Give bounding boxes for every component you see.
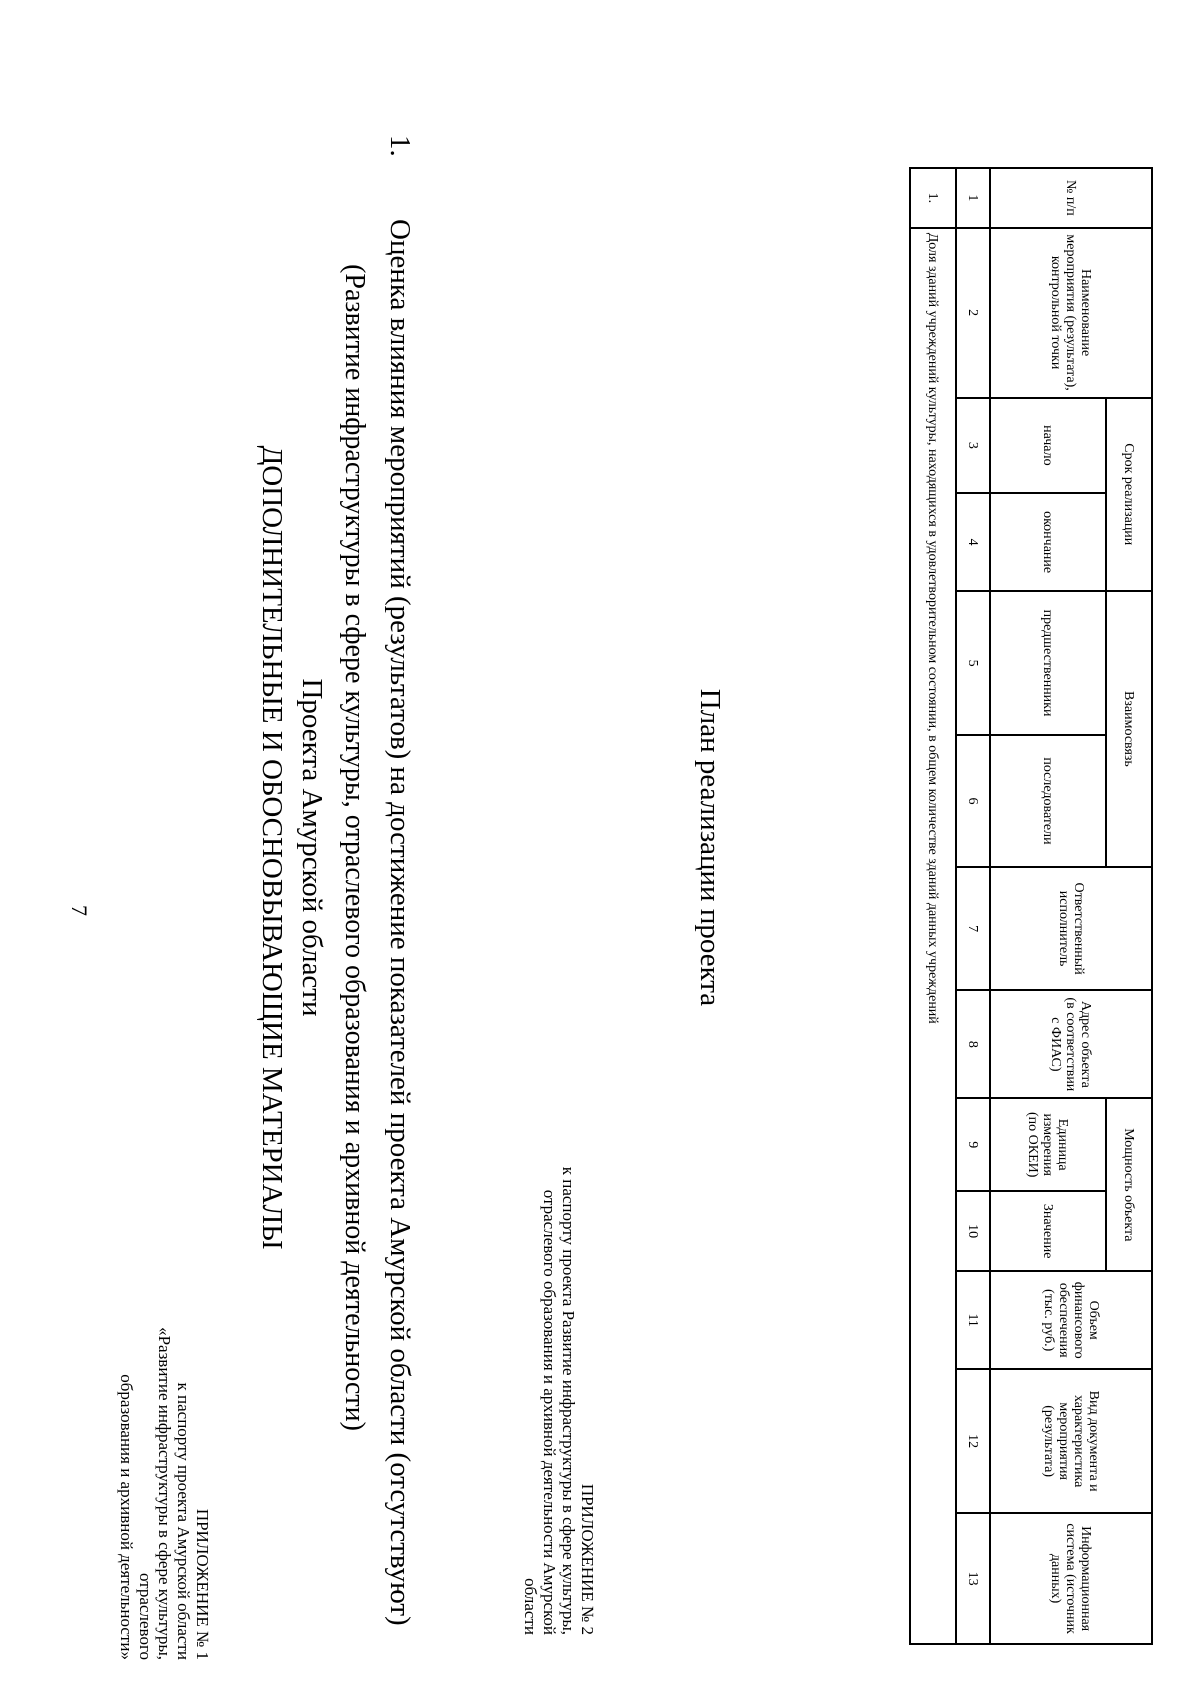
column-number: 7 — [956, 867, 990, 991]
section-number: 1. — [384, 135, 416, 157]
appendix-1-title: ПРИЛОЖЕНИЕ № 1 — [193, 1508, 212, 1660]
column-number: 4 — [956, 493, 990, 591]
row-text: Доля зданий учреждений культуры, находящихся в удовлетворительном состоянии, в общем количестве зданий данных учреждений — [910, 228, 956, 1644]
column-number: 10 — [956, 1191, 990, 1271]
header-link: Взаимосвязь — [1106, 591, 1152, 867]
header-link-next: последователи — [990, 735, 1106, 867]
header-term-end: окончание — [990, 493, 1106, 591]
header-capacity-value: Значение — [990, 1191, 1106, 1271]
appendix-1-line: образования и архивной деятельности» — [117, 1374, 136, 1660]
column-number: 9 — [956, 1098, 990, 1191]
row-number: 1. — [910, 168, 956, 228]
header-finance: Объем финансового обеспечения (тыс. руб.) — [990, 1271, 1152, 1369]
header-term: Срок реализации — [1106, 398, 1152, 592]
plan-title: План реализации проекта — [694, 688, 726, 1007]
appendix-2-line: к паспорту проекта Развитие инфраструктуры в сфере культуры, — [559, 1166, 578, 1635]
document-heading: ДОПОЛНИТЕЛЬНЫЕ И ОБОСНОВЫВАЮЩИЕ МАТЕРИАЛЫ — [256, 445, 288, 1250]
section-text: Оценка влияния мероприятий (результатов) на достижение показателей проекта Амурской области (отсутствуют) — [384, 219, 416, 1626]
column-number: 5 — [956, 591, 990, 735]
plan-table — [909, 167, 1153, 1645]
page-number: 7 — [67, 905, 92, 916]
header-term-start: начало — [990, 398, 1106, 494]
column-number-row — [956, 168, 990, 1644]
column-number: 1 — [956, 168, 990, 228]
header-doc: Вид документа и характеристика мероприятия (результата) — [990, 1369, 1152, 1513]
column-number: 13 — [956, 1513, 990, 1644]
section-1-heading — [383, 135, 416, 1626]
appendix-2-line: области — [521, 1578, 540, 1635]
header-info: Информационная система (источник данных) — [990, 1513, 1152, 1644]
appendix-2-block — [521, 975, 597, 1635]
column-number: 2 — [956, 228, 990, 398]
column-number: 6 — [956, 735, 990, 867]
appendix-2-title: ПРИЛОЖЕНИЕ № 2 — [578, 1483, 597, 1635]
column-number: 12 — [956, 1369, 990, 1513]
column-number: 3 — [956, 398, 990, 494]
project-heading: Проекта Амурской области — [296, 678, 328, 1017]
column-number: 11 — [956, 1271, 990, 1369]
project-name: (Развитие инфраструктуры в сфере культуры, отраслевого образования и архивной деятельности) — [339, 264, 370, 1431]
header-name: Наименование мероприятия (результата), контрольной точки — [990, 228, 1152, 398]
header-num: № п/п — [990, 168, 1152, 228]
header-capacity: Мощность объекта — [1106, 1098, 1152, 1271]
header-link-prev: предшественники — [990, 591, 1106, 735]
appendix-2-line: отраслевого образования и архивной деятельности Амурской — [540, 1189, 559, 1635]
header-executor: Ответственный исполнитель — [990, 867, 1152, 991]
appendix-1-block — [117, 1300, 212, 1660]
appendix-1-line: к паспорту проекта Амурской области — [174, 1382, 193, 1660]
appendix-1-line: «Развитие инфраструктуры в сфере культуры, отраслевого — [136, 1327, 174, 1660]
column-number: 8 — [956, 990, 990, 1098]
table-row — [910, 168, 956, 1644]
header-capacity-unit: Единица измерения (по ОКЕИ) — [990, 1098, 1106, 1191]
header-address: Адрес объекта (в соответствии с ФИАС) — [990, 990, 1152, 1098]
